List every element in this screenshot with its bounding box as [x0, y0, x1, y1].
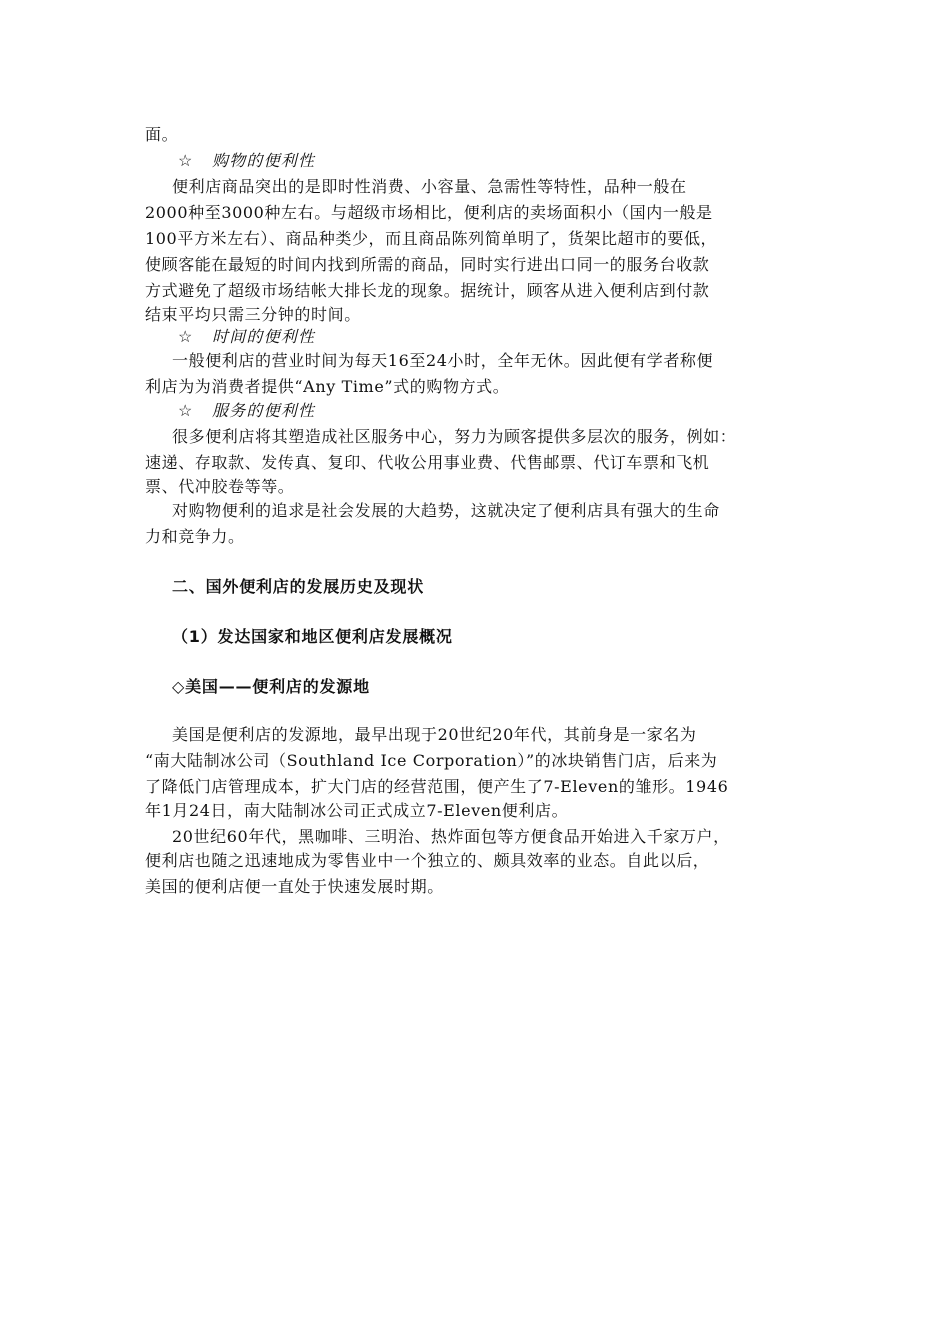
- subheading-label: 时间的便利性: [212, 327, 316, 346]
- paragraph-line: 利店为为消费者提供“Any Time”式的购物方式。: [145, 377, 510, 396]
- paragraph-line: 了降低门店管理成本，扩大门店的经营范围，便产生了7-Eleven的雏形。1946: [145, 777, 729, 796]
- paragraph-line: 对购物便利的追求是社会发展的大趋势，这就决定了便利店具有强大的生命: [172, 501, 720, 520]
- paragraph-line: 美国是便利店的发源地，最早出现于20世纪20年代，其前身是一家名为: [172, 725, 697, 744]
- paragraph-line: 美国的便利店便一直处于快速发展时期。: [145, 877, 444, 896]
- star-icon: ☆: [178, 401, 194, 420]
- star-icon: ☆: [178, 327, 194, 346]
- subheading-time-convenience: [178, 326, 843, 348]
- subheading-label: 服务的便利性: [212, 401, 316, 420]
- section-heading: 二、国外便利店的发展历史及现状: [172, 577, 425, 596]
- paragraph-line: 一般便利店的营业时间为每天16至24小时，全年无休。因此便有学者称便: [172, 351, 714, 370]
- paragraph-line: 100平方米左右）、商品种类少，而且商品陈列简单明了，货架比超市的要低，: [145, 229, 718, 248]
- subsection-heading: （1）发达国家和地区便利店发展概况: [172, 627, 453, 646]
- paragraph-line: “南大陆制冰公司（Southland Ice Corporation）”的冰块销售门店，后来为: [145, 751, 718, 770]
- paragraph-line: 便利店商品突出的是即时性消费、小容量、急需性等特性，品种一般在: [172, 177, 687, 196]
- paragraph-line: 2000种至3000种左右。与超级市场相比，便利店的卖场面积小（国内一般是: [145, 203, 713, 222]
- subheading-shopping-convenience: [178, 150, 843, 172]
- paragraph-line: 年1月24日，南大陆制冰公司正式成立7-Eleven便利店。: [145, 801, 569, 820]
- paragraph-line: 力和竞争力。: [145, 527, 245, 546]
- paragraph-line: 方式避免了超级市场结帐大排长龙的现象。据统计，顾客从进入便利店到付款: [145, 281, 710, 300]
- text-line: 面。: [145, 125, 179, 144]
- paragraph-line: 便利店也随之迅速地成为零售业中一个独立的、颇具效率的业态。自此以后，: [145, 851, 710, 870]
- paragraph-line: 速递、存取款、发传真、复印、代收公用事业费、代售邮票、代订车票和飞机: [145, 453, 710, 472]
- paragraph-line: 使顾客能在最短的时间内找到所需的商品，同时实行进出口同一的服务台收款: [145, 255, 710, 274]
- subheading-service-convenience: [178, 400, 843, 422]
- paragraph-line: 结束平均只需三分钟的时间。: [145, 305, 361, 324]
- paragraph-line: 20世纪60年代，黑咖啡、三明治、热炸面包等方便食品开始进入千家万户，: [172, 827, 730, 846]
- paragraph-line: 很多便利店将其塑造成社区服务中心，努力为顾客提供多层次的服务，例如：: [172, 427, 737, 446]
- subheading-label: 购物的便利性: [212, 151, 316, 170]
- paragraph-line: 票、代冲胶卷等等。: [145, 477, 295, 496]
- topic-heading: ◇美国——便利店的发源地: [172, 677, 370, 696]
- star-icon: ☆: [178, 151, 194, 170]
